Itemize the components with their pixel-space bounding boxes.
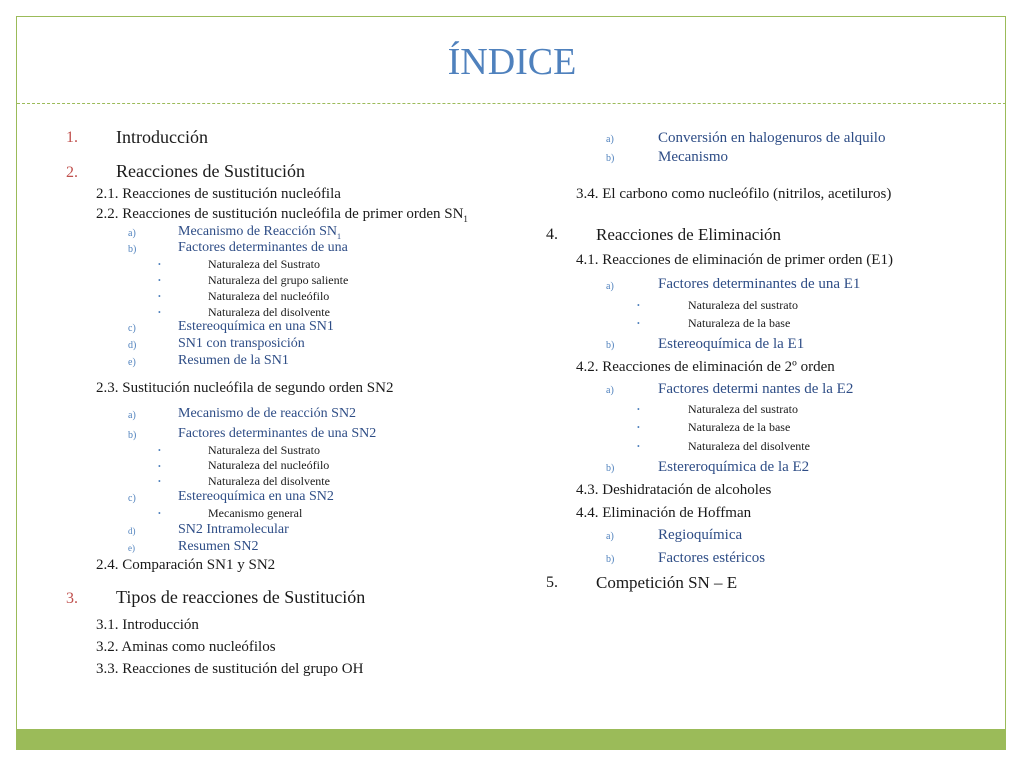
list-item: Factores determinantes de una E1: [658, 276, 861, 292]
list-item: Factores estéricos: [658, 550, 766, 566]
bullet-text: Naturaleza del grupo saliente: [208, 273, 349, 287]
list-marker: b): [606, 463, 615, 474]
bullet-icon: •: [637, 423, 640, 432]
subsection-title: 4.4. Eliminación de Hoffman: [576, 505, 752, 521]
title-divider: [17, 103, 1006, 104]
list-marker: b): [606, 153, 615, 164]
section-title: Competición SN – E: [596, 573, 738, 592]
subsection-title: 4.2. Reacciones de eliminación de 2º orden: [576, 359, 835, 375]
list-item: Regioquímica: [658, 527, 743, 543]
list-marker: c): [128, 323, 136, 334]
section-number: 5.: [546, 574, 558, 591]
bullet-icon: •: [158, 446, 161, 455]
section-title: Reacciones de Sustitución: [116, 161, 305, 181]
bullet-text: Naturaleza del disolvente: [688, 439, 810, 453]
list-marker: b): [128, 244, 137, 255]
bullet-text: Naturaleza del nucleófilo: [208, 289, 330, 303]
section-title: Reacciones de Eliminación: [596, 225, 782, 244]
list-item: Mecanismo de de reacción SN2: [178, 406, 357, 421]
subsection-title: 2.3. Sustitución nucleófila de segundo orden SN2: [96, 380, 394, 396]
subsection-title: 2.2. Reacciones de sustitución nucleófila de primer orden $SN_1$: [96, 206, 468, 224]
list-item: Factores determinantes de una: [178, 240, 348, 255]
bullet-icon: •: [637, 442, 640, 451]
subsection-title: 4.3. Deshidratación de alcoholes: [576, 482, 772, 498]
section-number: 4.: [546, 226, 558, 243]
section-title: Tipos de reacciones de Sustitución: [116, 587, 366, 607]
list-item: Resumen de la SN1: [178, 353, 289, 368]
bullet-icon: •: [158, 276, 161, 285]
list-item: Conversión en halogenuros de alquilo: [658, 130, 886, 146]
list-marker: b): [128, 430, 137, 441]
subsection-title: 3.3. Reacciones de sustitución del grupo OH: [96, 661, 364, 677]
section-number: 2.: [66, 164, 78, 181]
list-marker: d): [128, 526, 136, 536]
list-item: SN2 Intramolecular: [178, 522, 289, 537]
slide-title: ÍNDICE: [447, 41, 577, 83]
list-item: Estereoquímica en una SN1: [178, 319, 334, 334]
bullet-icon: •: [158, 260, 161, 269]
bullet-text: Naturaleza del Sustrato: [208, 443, 320, 457]
list-marker: d): [128, 340, 137, 351]
bullet-text: Naturaleza de la base: [688, 316, 791, 330]
bullet-text: Naturaleza del Sustrato: [208, 257, 320, 271]
section-number: 1.: [66, 129, 78, 146]
list-marker: a): [606, 134, 614, 145]
list-item: Estereoquímica de la E1: [658, 336, 805, 352]
bullet-text: Mecanismo general: [208, 506, 303, 520]
list-item: SN1 con transposición: [178, 336, 305, 351]
bullet-icon: •: [158, 509, 161, 518]
subsection-title: 3.2. Aminas como nucleófilos: [96, 639, 276, 655]
bullet-icon: •: [158, 292, 161, 301]
list-marker: a): [128, 228, 136, 239]
bullet-text: Naturaleza del disolvente: [208, 474, 330, 488]
bullet-icon: •: [637, 301, 640, 310]
list-marker: b): [606, 554, 615, 565]
list-item: Resumen SN2: [178, 539, 259, 554]
bullet-text: Naturaleza del nucleófilo: [208, 458, 330, 472]
subsection-title: 3.4. El carbono como nucleófilo (nitrilos, acetiluros): [576, 186, 892, 202]
list-marker: b): [606, 340, 615, 351]
subsection-title: 2.1. Reacciones de sustitución nucleófila: [96, 186, 341, 202]
bullet-icon: •: [158, 462, 161, 471]
bullet-text: Naturaleza del disolvente: [208, 305, 330, 319]
subsection-title: 3.1. Introducción: [96, 617, 199, 633]
list-item: Estereoquímica en una SN2: [178, 489, 334, 504]
list-item: Factores determinantes de una SN2: [178, 426, 377, 441]
list-marker: e): [128, 357, 136, 368]
list-item: Factores determi nantes de la E2: [658, 381, 854, 397]
bullet-icon: •: [158, 308, 161, 317]
bullet-text: Naturaleza de la base: [688, 420, 791, 434]
bullet-text: Naturaleza del sustrato: [688, 402, 798, 416]
list-item: Mecanismo: [658, 149, 728, 165]
list-item: Estereroquímica de la E2: [658, 459, 810, 475]
bullet-icon: •: [637, 405, 640, 414]
section-title: Introducción: [116, 127, 208, 147]
list-marker: a): [606, 385, 614, 396]
section-number: 3.: [66, 590, 78, 607]
bullet-icon: •: [158, 477, 161, 486]
list-marker: a): [128, 410, 136, 421]
footer-bar: [17, 729, 1006, 750]
bullet-icon: •: [637, 319, 640, 328]
list-marker: c): [128, 493, 136, 504]
bullet-text: Naturaleza del sustrato: [688, 298, 798, 312]
subsection-title: 2.4. Comparación SN1 y SN2: [96, 557, 276, 573]
list-marker: a): [606, 531, 614, 542]
subsection-title: 4.1. Reacciones de eliminación de primer orden (E1): [576, 252, 893, 268]
list-item: Mecanismo de Reacción $SN_1$: [178, 224, 342, 241]
list-marker: a): [606, 281, 614, 292]
list-marker: e): [128, 543, 135, 553]
